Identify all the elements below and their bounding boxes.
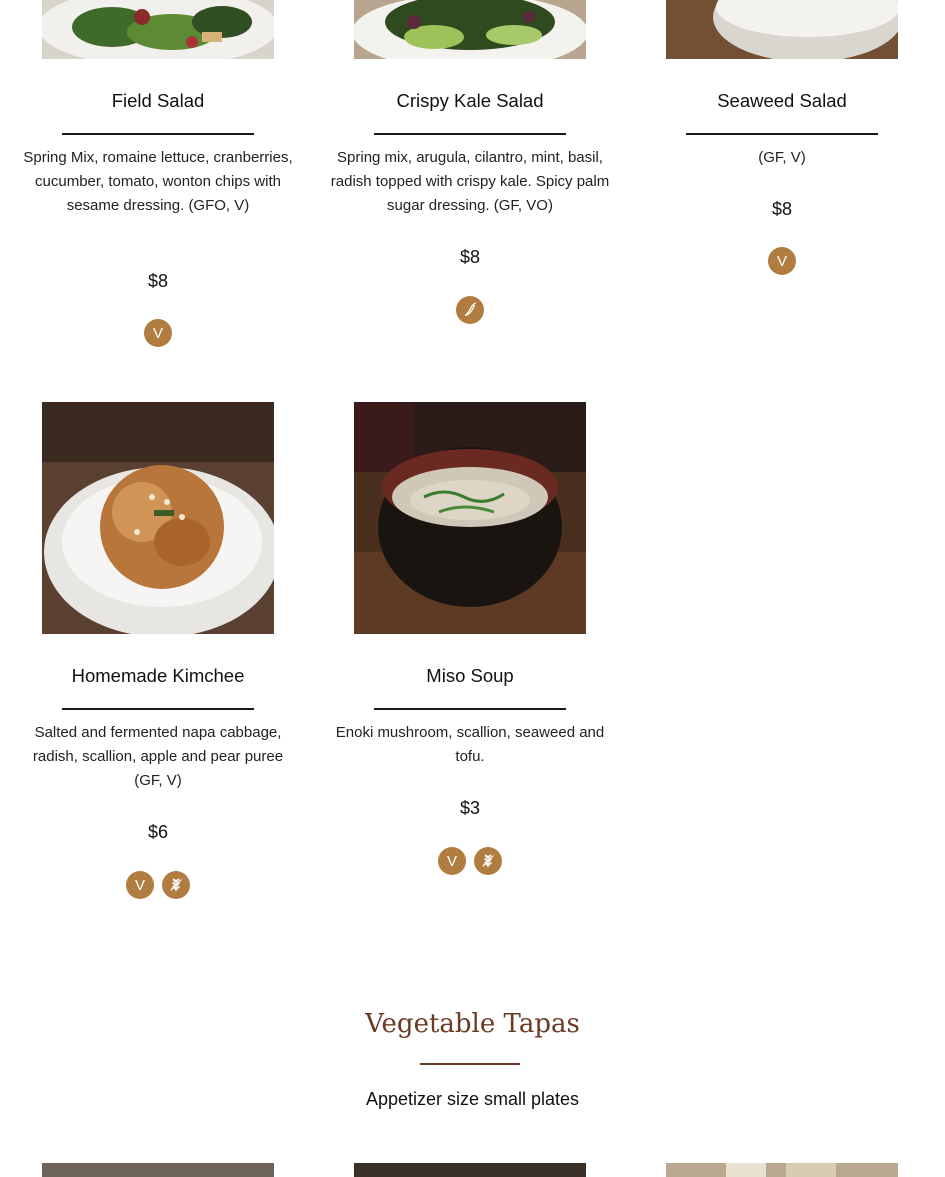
dish-price: $8 — [771, 199, 793, 219]
dish-name: Field Salad — [111, 90, 205, 111]
crispy-kale-salad-photo[interactable] — [354, 0, 586, 59]
gluten-free-icon — [162, 871, 190, 899]
tapas-photo-1[interactable] — [42, 1163, 274, 1177]
gluten-free-icon — [474, 847, 502, 875]
dish-description: Spring Mix, romaine lettuce, cranberries, cucumber, tomato, wonton chips with sesame dressing. (GFO, V) — [23, 149, 293, 214]
dish-description: (GF, V) — [758, 149, 806, 166]
dish-description: Spring mix, arugula, cilantro, mint, basil, radish topped with crispy kale. Spicy palm sugar dressing. (GF, VO) — [330, 149, 610, 214]
dish-divider — [374, 708, 566, 710]
dish-name: Miso Soup — [426, 665, 514, 686]
dish-price: $6 — [147, 822, 169, 842]
vegan-icon: V — [126, 871, 154, 899]
dish-divider — [374, 133, 566, 135]
tapas-photo-3[interactable] — [666, 1163, 898, 1177]
tapas-photo-2[interactable] — [354, 1163, 586, 1177]
homemade-kimchee-photo[interactable] — [42, 402, 274, 634]
section-subtitle: Appetizer size small plates — [365, 1089, 580, 1109]
dish-description: Salted and fermented napa cabbage, radish, scallion, apple and pear puree (GF, V) — [32, 724, 284, 789]
dietary-badges — [18, 319, 298, 347]
seaweed-salad-photo[interactable] — [666, 0, 898, 59]
dish-name: Crispy Kale Salad — [396, 90, 544, 111]
dietary-badges — [330, 847, 610, 875]
dish-price: $3 — [459, 798, 481, 818]
dish-price: $8 — [147, 271, 169, 291]
vegan-icon: V — [438, 847, 466, 875]
field-salad-photo[interactable] — [42, 0, 274, 59]
dish-description: Enoki mushroom, scallion, seaweed and tofu. — [335, 724, 605, 765]
vegan-icon: V — [144, 319, 172, 347]
dish-price: $8 — [459, 247, 481, 267]
dish-divider — [62, 708, 254, 710]
dish-divider — [62, 133, 254, 135]
dish-name: Homemade Kimchee — [71, 665, 245, 686]
section-title: Vegetable Tapas — [365, 1009, 580, 1039]
chili-pepper-icon — [456, 296, 484, 324]
dish-divider — [686, 133, 878, 135]
dietary-badges — [330, 296, 610, 324]
section-divider — [420, 1063, 520, 1065]
dietary-badges — [18, 871, 298, 899]
dish-name: Seaweed Salad — [717, 90, 847, 111]
dietary-badges — [642, 247, 922, 275]
vegan-icon: V — [768, 247, 796, 275]
miso-soup-photo[interactable] — [354, 402, 586, 634]
